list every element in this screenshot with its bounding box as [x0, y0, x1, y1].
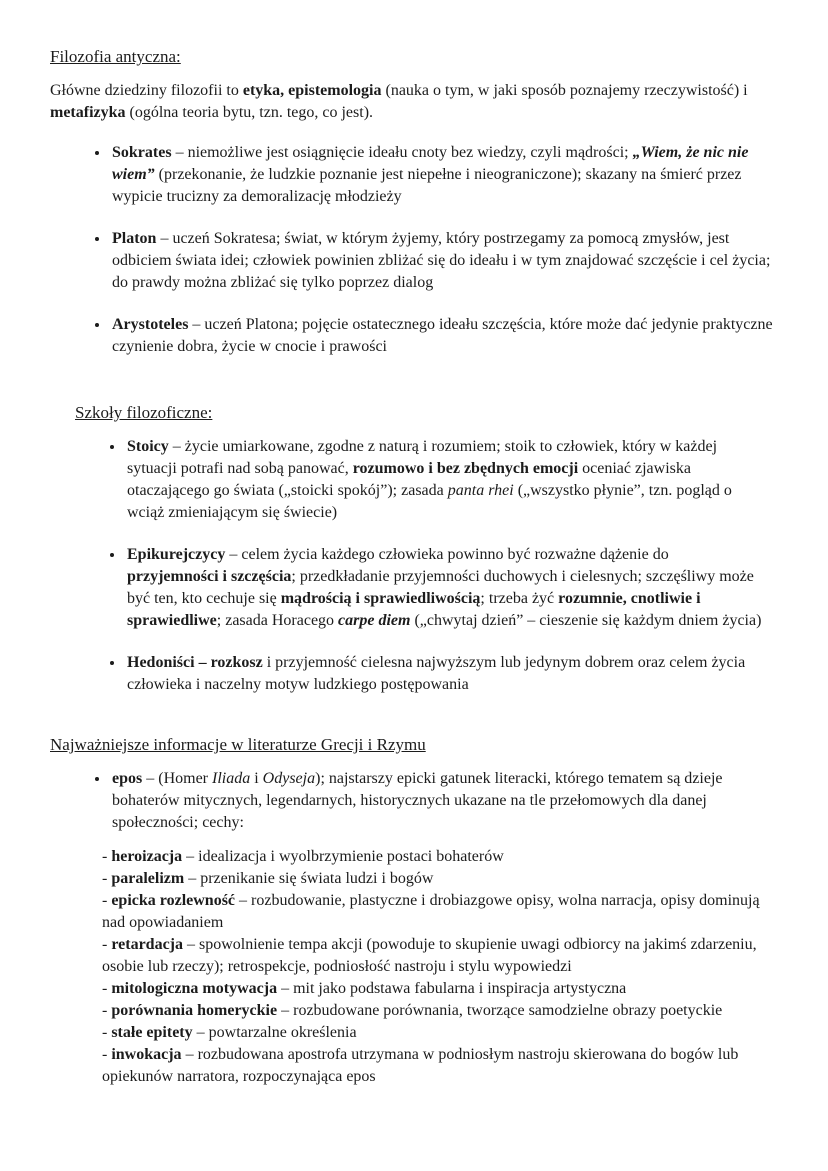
section-heading-filozofia-antyczna: Filozofia antyczna: [50, 47, 181, 66]
feature-retardacja: - retardacja – spowolnienie tempa akcji (powoduje to skupienie uwagi odbiorcy na jakimś zdarzeniu, osobie lub rzeczy); retrospekcje, podniosłość nastroju i stylu wypowiedzi [102, 936, 757, 975]
list-item-epikurejczycy: • Epikurejczycy – celem życia każdego człowieka powinno być rozważne dążenie do przyjemności i szczęścia; przedkładanie przyjemności duchowych i cielesnych; szczęśliwy może być ten, kto cechuje się mądrością i sprawiedliwością; trzeba żyć rozumnie, cnotliwie i sprawiedliwe; zasada Horacego carpe diem („chwytaj dzień” – cieszenie się każdym dniem życia) [125, 544, 763, 632]
list-item-hedonisci: • Hedoniści – rozkosz i przyjemność cielesna najwyższym lub jedynym dobrem oraz celem życia człowieka i naczelny motyw ludzkiego postępowania [125, 652, 763, 696]
feature-heroizacja: - heroizacja – idealizacja i wyolbrzymienie postaci bohaterów [102, 848, 504, 865]
list-item-platon: • Platon – uczeń Sokratesa; świat, w którym żyjemy, który postrzegamy za pomocą zmysłów, jest odbiciem świata idei; człowiek powinien zbliżać się do ideału i w tym znajdować szczęście i cel życia; do prawdy można zbliżać się tylko poprzez dialog [110, 228, 778, 294]
philosophers-list [50, 142, 778, 358]
section-heading-literatura-grecji-rzymu: Najważniejsze informacje w literaturze Grecji i Rzymu [50, 735, 426, 754]
section-heading-szkoly-filozoficzne: Szkoły filozoficzne: [75, 403, 213, 422]
schools-list [65, 436, 778, 696]
list-item-epos [102, 768, 778, 1088]
literature-list [50, 768, 778, 1088]
feature-paralelizm: - paralelizm – przenikanie się świata ludzi i bogów [102, 870, 434, 887]
list-item-stoicy: • Stoicy – życie umiarkowane, zgodne z naturą i rozumiem; stoik to człowiek, który w każdej sytuacji potrafi nad sobą panować, rozumowo i bez zbędnych emocji oceniać zjawiska otaczającego go świata („stoicki spokój”); zasada panta rhei („wszystko płynie”, tzn. pogląd o wciąż zmieniającym się świecie) [125, 436, 763, 524]
epos-definition: epos – (Homer Iliada i Odyseja); najstarszy epicki gatunek literacki, którego tematem są dzieje bohaterów mitycznych, legendarnych, historycznych ukazane na tle przełomowych dla danej społeczności; cechy: [112, 770, 723, 831]
feature-epicka-rozlewnosc: - epicka rozlewność – rozbudowanie, plastyczne i drobiazgowe opisy, wolna narracja, opisy dominują nad opowiadaniem [102, 892, 760, 931]
epos-features-list [102, 846, 778, 1088]
feature-porownania-homeryckie: - porównania homeryckie – rozbudowane porównania, tworzące samodzielne obrazy poetyckie [102, 1002, 723, 1019]
feature-inwokacja: - inwokacja – rozbudowana apostrofa utrzymana w podniosłym nastroju skierowana do bogów lub opiekunów narratora, rozpoczynająca epos [102, 1046, 739, 1085]
list-item-arystoteles: • Arystoteles – uczeń Platona; pojęcie ostatecznego ideału szczęścia, które może dać jedynie praktyczne czynienie dobra, życie w cnocie i prawości [110, 314, 778, 358]
feature-mitologiczna-motywacja: - mitologiczna motywacja – mit jako podstawa fabularna i inspiracja artystyczna [102, 980, 627, 997]
list-item-sokrates: • Sokrates – niemożliwe jest osiągnięcie ideału cnoty bez wiedzy, czyli mądrości; „Wiem, że nic nie wiem” (przekonanie, że ludzkie poznanie jest niepełne i nieograniczone); skazany na śmierć przez wypicie trucizny za demoralizację młodzieży [110, 142, 778, 208]
intro-paragraph: Główne dziedziny filozofii to etyka, epistemologia (nauka o tym, w jaki sposób poznajemy rzeczywistość) i metafizyka (ogólna teoria bytu, tzn. tego, co jest). [50, 82, 748, 121]
feature-stale-epitety: - stałe epitety – powtarzalne określenia [102, 1024, 357, 1041]
